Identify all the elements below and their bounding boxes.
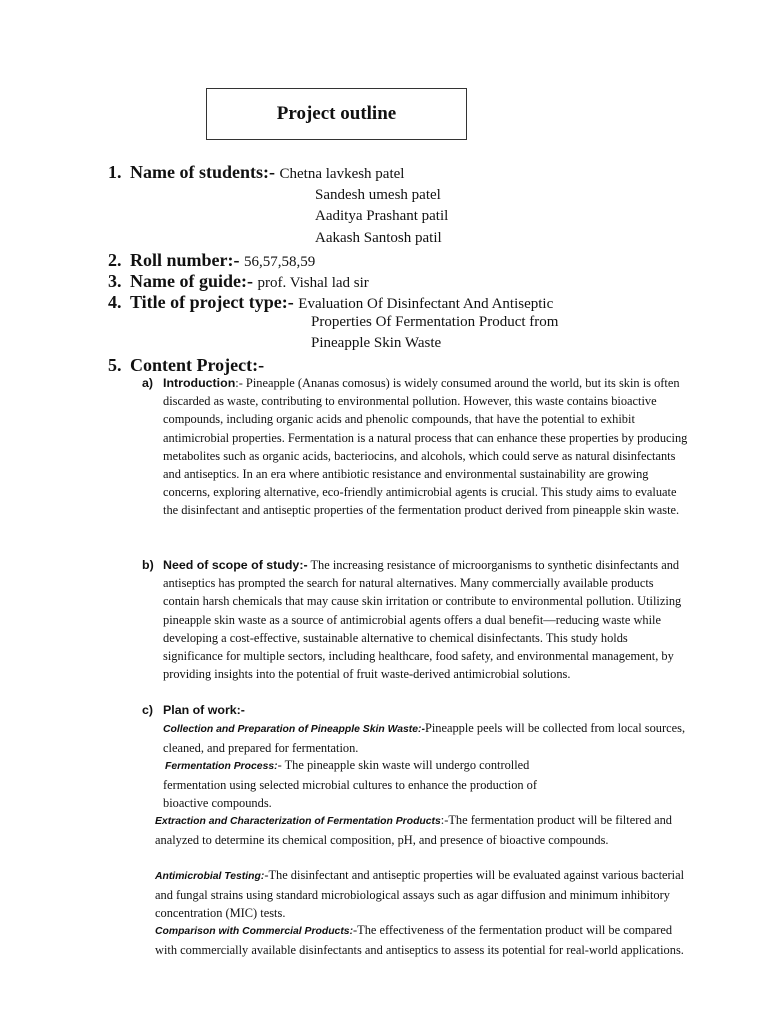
section-content: 5. Content Project:- [108,355,265,375]
section-roll-number: 2. Roll number:- 56,57,58,59 [108,250,316,270]
plan-step-text: -The disinfectant and antiseptic properties will be evaluated against various bacterial and fungal strains using standard microbiological assays such as agar diffusion and minimum inhibitory concentration (MIC) tests. [155,868,685,921]
plan-of-work-block [142,701,702,719]
need-of-scope-block [142,556,688,683]
item-letter: b) [142,558,154,572]
item-letter: a) [142,376,154,390]
plan-step-text: -The effectiveness of the fermentation product will be compared with commercially available disinfectants and antiseptics to assess its potential for real-world applications. [155,923,684,958]
project-title-line: Evaluation Of Disinfectant And Antiseptic [298,296,554,312]
introduction-heading: Introduction [163,376,236,390]
plan-step [163,756,583,813]
student-name: Aaditya Prashant patil [315,208,449,224]
introduction-text: :- Pineapple (Ananas comosus) is widely consumed around the world, but its skin is often discarded as waste, contributing to environmental pollution. However, this waste contains bioactive compounds, including organic acids and phenolic compounds, that have the potential to exhibit antimicrobial properties. Fermentation is a natural process that can enhance these properties by producing metabolites such as organic acids, bacteriocins, and alcohols, which could serve as natural disinfectants and antiseptics. In an era where antibiotic resistance and environmental sustainability are growing concerns, exploring alternative, eco-friendly antimicrobial agents is crucial. This study aims to evaluate the disinfectant and antiseptic properties of the fermentation product derived from pineapple skin waste. [163,376,688,518]
section-project-title: 4. Title of project type:- Evaluation Of Disinfectant And Antiseptic [108,292,554,312]
roll-label: Roll number:- [130,250,240,270]
plan-step-text: - The pineapple skin waste will undergo controlled fermentation using selected microbial cultures to enhance the production of bioactive compounds. [163,758,537,811]
project-title-line: Pineapple Skin Waste [311,335,442,351]
plan-step [155,866,685,923]
guide-value: prof. Vishal lad sir [257,275,369,291]
student-name: Sandesh umesh patel [315,187,441,203]
plan-step-heading: Collection and Preparation of Pineapple Skin Waste:- [163,724,425,735]
plan-step-heading: Antimicrobial Testing: [155,871,265,882]
introduction-block [142,374,690,520]
need-paragraph [163,556,688,683]
introduction-paragraph [163,374,690,520]
section-students [108,162,404,183]
page-title: Project outline [276,103,397,124]
project-title-line: Properties Of Fermentation Product from [311,314,559,330]
roll-value: 56,57,58,59 [244,254,316,270]
item-letter: c) [142,703,154,717]
plan-heading: Plan of work:- [163,703,245,717]
page-title-box [206,88,467,140]
need-text: The increasing resistance of microorganisms to synthetic disinfectants and antiseptics has prompted the search for natural alternatives. Many commercially available products contain harsh chemicals that may cause skin irritation or contribute to environmental pollution. Utilizing pineapple skin waste as a source of antimicrobial agents offers a dual benefit—reducing waste while developing a cost-effective, sustainable alternative to chemical disinfectants. This study holds significance for multiple sectors, including healthcare, food safety, and environmental management, by providing insights into the potential of fruit waste-derived antimicrobial solutions. [163,558,682,682]
need-heading: Need of scope of study:- [163,558,308,572]
student-name: Chetna lavkesh patel [279,166,405,182]
student-name: Aakash Santosh patil [315,230,442,246]
guide-label: Name of guide:- [130,271,253,291]
students-sep: :- [263,162,275,182]
plan-step-heading: Extraction and Characterization of Fermentation Products [155,816,441,827]
students-label: Name of students [130,162,263,182]
content-label: Content Project:- [130,355,265,375]
project-title-label: Title of project type:- [130,292,294,312]
plan-step-heading: Fermentation Process: [165,761,278,772]
plan-step-text: Pineapple peels will be collected from local sources, cleaned, and prepared for fermentation. [163,721,686,756]
plan-step [155,811,685,849]
section-guide: 3. Name of guide:- prof. Vishal lad sir [108,271,369,291]
plan-step-heading: Comparison with Commercial Products: [155,926,354,937]
plan-step [163,719,703,757]
plan-step-text: :-The fermentation product will be filtered and analyzed to determine its chemical composition, pH, and presence of bioactive compounds. [155,813,673,848]
section-number: 1. [108,162,122,182]
plan-step [155,921,685,959]
